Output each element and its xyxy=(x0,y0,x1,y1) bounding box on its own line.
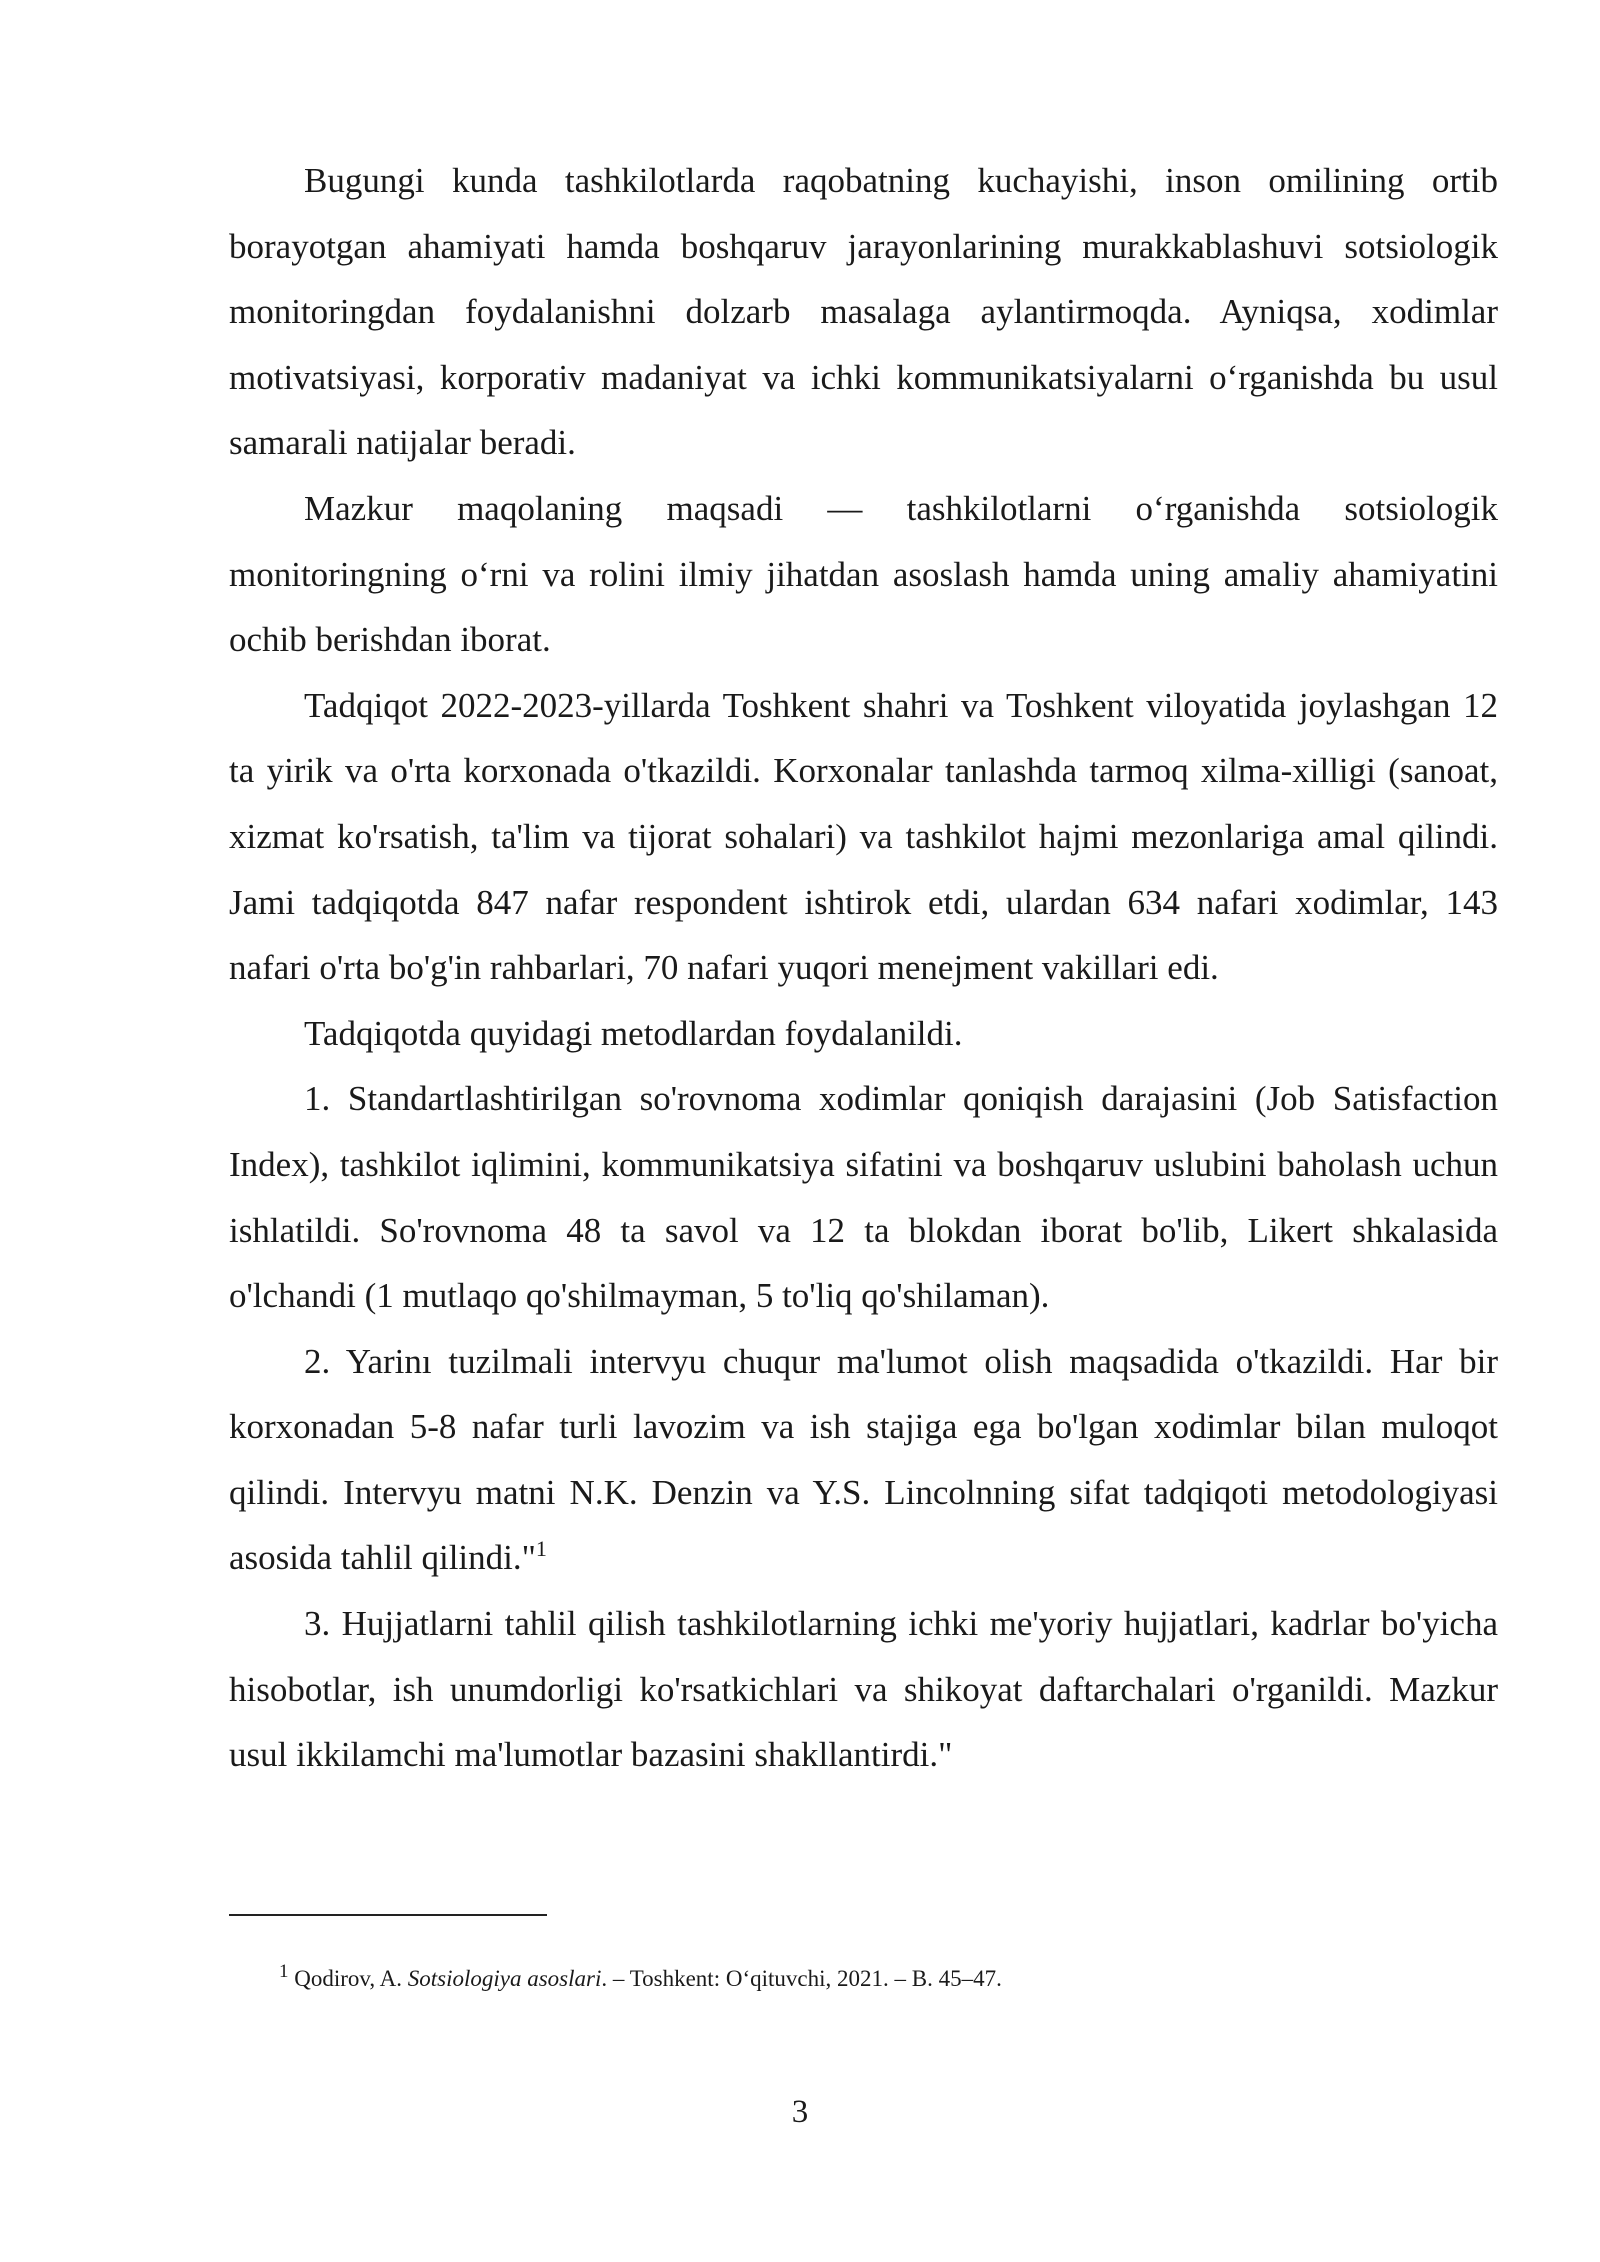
paragraph-5: 1. Standartlashtirilgan so'rovnoma xodimlar qoniqish darajasini (Job Satisfaction Index), tashkilot iqlimini, kommunikatsiya sifatini va boshqaruv uslubini baholash uchun ishlatildi. So'rovnoma 48 ta savol va 12 ta blokdan iborat bo'lib, Likert shkalasida o'lchandi (1 mutlaqo qo'shilmayman, 5 to'liq qo'shilaman). xyxy=(229,1079,1498,1316)
footnote-author: Qodirov, A. xyxy=(294,1966,403,1991)
footnote-separator xyxy=(229,1914,547,1916)
footnote-title: Sotsiologiya asoslari xyxy=(407,1966,602,1991)
paragraph-6 xyxy=(229,1329,1498,1591)
page-number: 3 xyxy=(791,2094,809,2130)
paragraph-2: Mazkur maqolaning maqsadi — tashkilotlarni o‘rganishda sotsiologik monitoringning o‘rni va rolini ilmiy jihatdan asoslash hamda uning amaliy ahamiyatini ochib berishdan iborat. xyxy=(229,488,1498,660)
footnote-reference[interactable]: 1 xyxy=(535,1536,547,1562)
body-text xyxy=(229,148,1498,1788)
footnote-number: 1 xyxy=(279,1961,289,1982)
paragraph-4: Tadqiqotda quyidagi metodlardan foydalanildi. xyxy=(304,1013,963,1053)
footnote xyxy=(279,1962,1002,1996)
paragraph-7: 3. Hujjatlarni tahlil qilish tashkilotlarning ichki me'yoriy hujjatlari, kadrlar bo'yicha hisobotlar, ish unumdorligi ko'rsatkichlari va shikoyat daftarchalari o'rganildi. Mazkur usul ikkilamchi ma'lumotlar bazasini shakllantirdi." xyxy=(229,1604,1498,1775)
footnote-rest: . – Toshkent: O‘qituvchi, 2021. – B. 45–47. xyxy=(601,1966,1002,1991)
paragraph-1: Bugungi kunda tashkilotlarda raqobatning kuchayishi, inson omilining ortib borayotgan ahamiyati hamda boshqaruv jarayonlarining murakkablashuvi sotsiologik monitoringdan foydalanishni dolzarb masalaga aylantirmoqda. Ayniqsa, xodimlar motivatsiyasi, korporativ madaniyat va ichki kommunikatsiyalarni o‘rganishda bu usul samarali natijalar beradi. xyxy=(229,161,1498,463)
paragraph-6-text: 2. Yarinı tuzilmali intervyu chuqur ma'lumot olish maqsadida o'tkazildi. Har bir korxonadan 5-8 nafar turli lavozim va ish stajiga ega bo'lgan xodimlar bilan muloqot qilindi. Intervyu matni N.K. Denzin va Y.S. Lincolnning sifat tadqiqoti metodologiyasi asosida tahlil qilindi." xyxy=(229,1341,1498,1578)
paragraph-3: Tadqiqot 2022-2023-yillarda Toshkent shahri va Toshkent viloyatida joylashgan 12 ta yirik va o'rta korxonada o'tkazildi. Korxonalar tanlashda tarmoq xilma-xilligi (sanoat, xizmat ko'rsatish, ta'lim va tijorat sohalari) va tashkilot hajmi mezonlariga amal qilindi. Jami tadqiqotda 847 nafar respondent ishtirok etdi, ulardan 634 nafari xodimlar, 143 nafari o'rta bo'g'in rahbarlari, 70 nafari yuqori menejment vakillari edi. xyxy=(229,685,1498,988)
